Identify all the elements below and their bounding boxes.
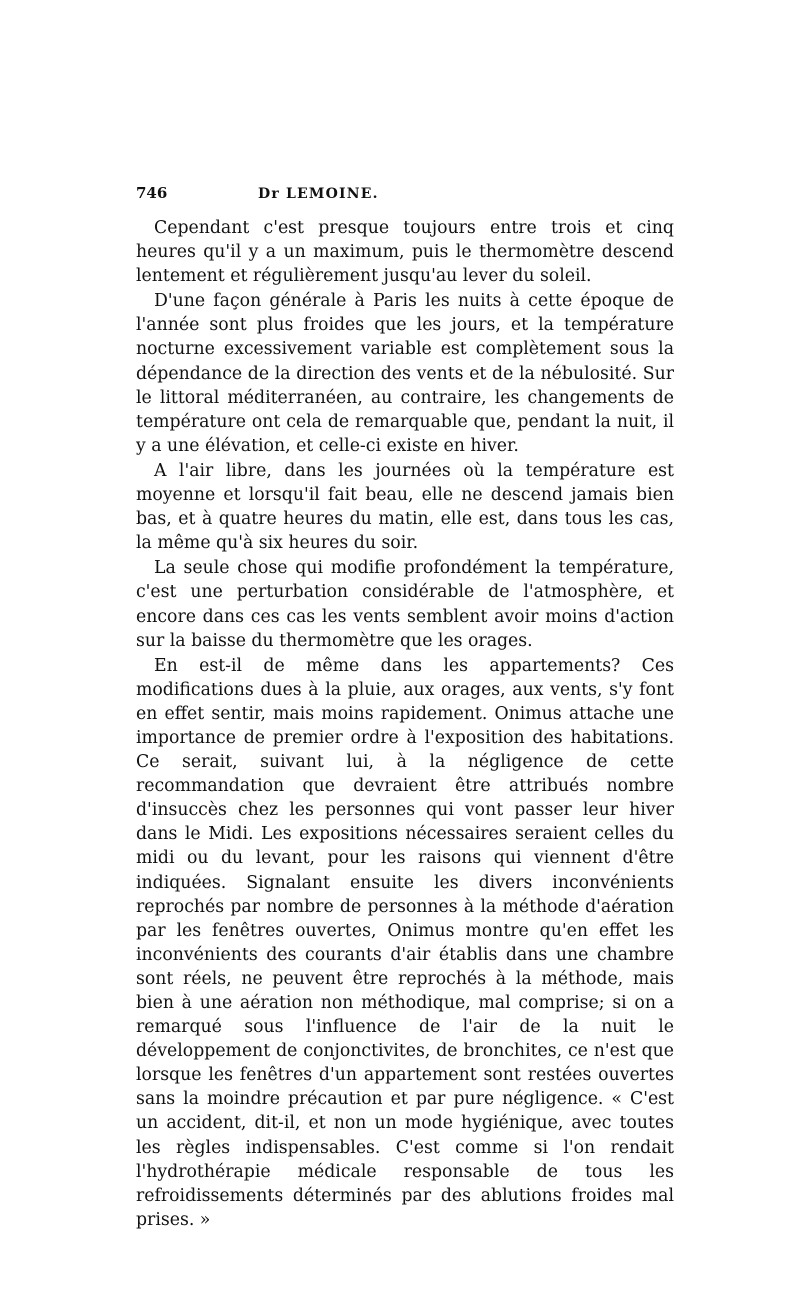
page-number: 746 <box>136 184 168 202</box>
page-header <box>136 184 674 210</box>
paragraph-5: En est-il de même dans les appartements? Ces modifications dues à la pluie, aux orages, aux vents, s'y font en effet sentir, mais moins rapidement. Onimus attache une importance de premier ordre à l'exposition des habitations. Ce serait, suivant lui, à la négligence de cette recommandation que devraient être attribués nombre d'insuccès chez les personnes qui vont passer leur hiver dans le Midi. Les expositions nécessaires seraient celles du midi ou du levant, pour les raisons qui viennent d'être indiquées. Signalant ensuite les divers inconvénients reprochés par nombre de personnes à la méthode d'aération par les fenêtres ouvertes, Onimus montre qu'en effet les inconvénients des courants d'air établis dans une chambre sont réels, ne peuvent être reprochés à la méthode, mais bien à une aération non méthodique, mal comprise; si on a remarqué sous l'influence de l'air de la nuit le développement de conjonctivites, de bronchites, ce n'est que lorsque les fenêtres d'un appartement sont restées ouvertes sans la moindre précaution et par pure négligence. « C'est un accident, dit-il, et non un mode hygiénique, avec toutes les règles indispensables. C'est comme si l'on rendait l'hydrothérapie médicale responsable de tous les refroidissements déterminés par des ablutions froides mal prises. » <box>136 655 674 1230</box>
paragraph-4: La seule chose qui modifie profondément la température, c'est une perturbation considérable de l'atmosphère, et encore dans ces cas les vents semblent avoir moins d'action sur la baisse du thermomètre que les orages. <box>136 558 674 651</box>
running-title: Dr LEMOINE. <box>258 186 379 202</box>
paragraph-1: Cependant c'est presque toujours entre trois et cinq heures qu'il y a un maximum, puis le thermomètre descend lentement et régulièrement jusqu'au lever du soleil. <box>136 218 674 287</box>
body-text <box>136 216 674 1232</box>
paragraph-3: A l'air libre, dans les journées où la température est moyenne et lorsqu'il fait beau, elle ne descend jamais bien bas, et à quatre heures du matin, elle est, dans tous les cas, la même qu'à six heures du soir. <box>136 460 674 554</box>
paragraph-2: D'une façon générale à Paris les nuits à cette époque de l'année sont plus froides que les jours, et la température nocturne excessivement variable est complètement sous la dépendance de la direction des vents et de la nébulosité. Sur le littoral méditerranéen, au contraire, les changements de température ont cela de remarquable que, pendant la nuit, il y a une élévation, et celle-ci existe en hiver. <box>136 291 674 456</box>
book-page <box>136 184 674 1232</box>
